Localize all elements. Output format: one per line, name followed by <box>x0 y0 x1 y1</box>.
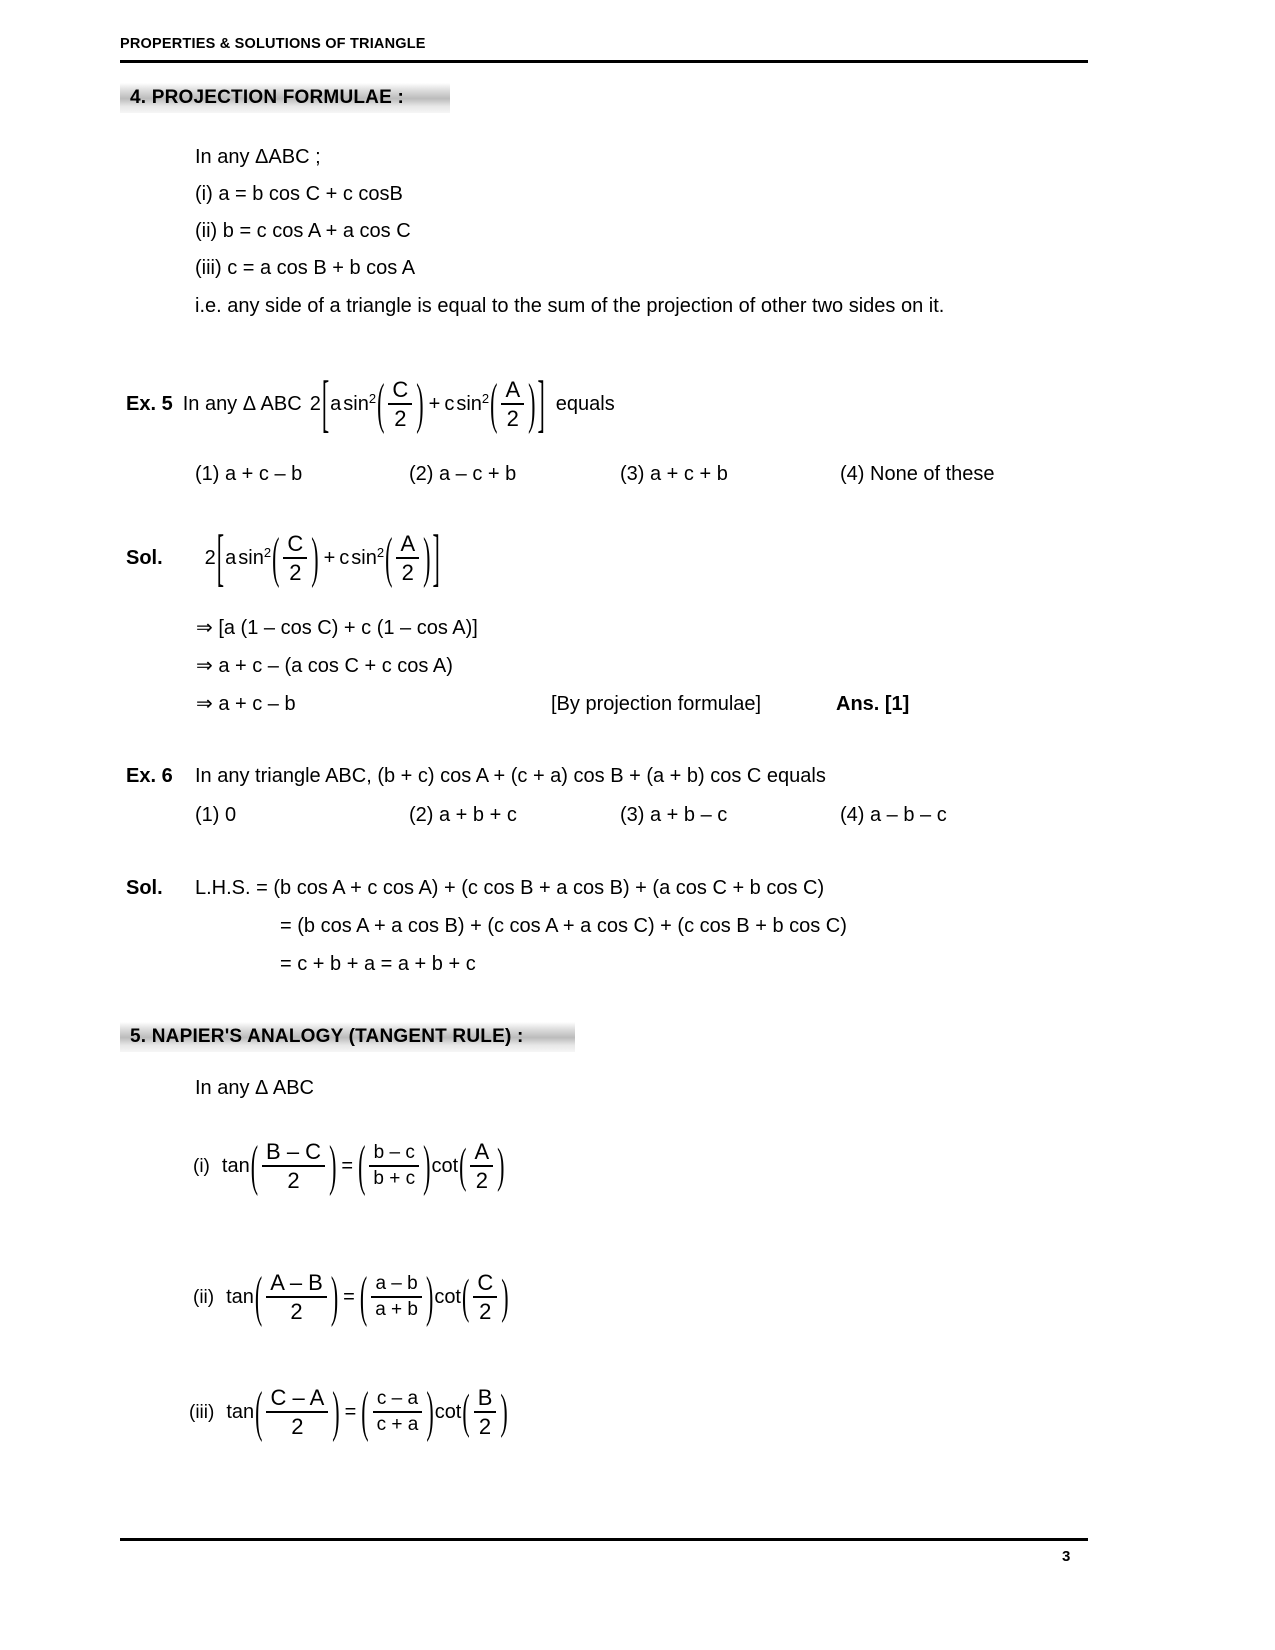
fraction-numerator: A <box>400 531 416 556</box>
fraction-denominator: 2 <box>290 1299 303 1325</box>
fraction-denominator: c + a <box>376 1414 419 1436</box>
example-5-term1-var: a <box>330 393 342 416</box>
paren-close-icon: ) <box>332 1378 340 1443</box>
example-5-suffix: equals <box>555 393 615 416</box>
section-heading-projection-formulae <box>120 83 450 113</box>
paren-close-icon: ) <box>501 1268 509 1324</box>
fraction-numerator: c – a <box>376 1388 419 1410</box>
fraction-numerator: a – b <box>375 1273 418 1295</box>
fraction-bar <box>388 403 412 405</box>
paren-close-icon: ) <box>426 1378 434 1443</box>
example-5-plus: + <box>428 393 441 416</box>
fraction-denominator: 2 <box>289 560 302 586</box>
napier-fn-left: tan <box>226 1401 255 1424</box>
projection-formula-ii: (ii) b = c cos A + a cos C <box>195 220 411 242</box>
napier-ratio-fraction <box>373 1389 423 1435</box>
solution-term1-fn: sin <box>238 547 264 570</box>
fraction-denominator: 2 <box>478 1414 492 1440</box>
napier-ratio-fraction <box>369 1143 419 1189</box>
solution-coefficient: 2 <box>204 547 216 570</box>
napier-fn-right: cot <box>434 1401 462 1424</box>
example-5-step-2: ⇒ a + c – (a cos C + c cos A) <box>196 655 453 677</box>
fraction-denominator: 2 <box>401 560 414 586</box>
example-5-coefficient: 2 <box>309 393 321 416</box>
paren-close-icon: ) <box>416 370 424 435</box>
napier-left-fraction <box>266 1386 328 1438</box>
fraction-numerator: C <box>477 1270 494 1295</box>
napier-fn-right: cot <box>434 1286 461 1309</box>
section-heading-label: 4. PROJECTION FORMULAE : <box>130 87 404 108</box>
example-5-term1-fraction <box>388 378 412 430</box>
fraction-denominator: b + c <box>373 1168 416 1190</box>
fraction-bar <box>266 1411 328 1413</box>
fraction-numerator: A <box>474 1139 490 1164</box>
solution-term2-power: 2 <box>376 544 385 560</box>
example-5-step-3: ⇒ a + c – b <box>196 693 296 715</box>
paren-open-icon: ( <box>377 370 385 435</box>
napier-right-fraction <box>474 1386 497 1438</box>
paren-close-icon: ) <box>311 524 319 589</box>
paren-close-icon: ) <box>423 524 431 589</box>
solution-term1-fraction <box>283 532 307 584</box>
section-heading-napiers-analogy <box>120 1022 575 1052</box>
paren-open-icon: ( <box>490 370 498 435</box>
solution-term2-fraction <box>396 532 419 584</box>
example-5-solution-expression <box>126 520 441 593</box>
running-head: PROPERTIES & SOLUTIONS OF TRIANGLE <box>120 36 426 52</box>
projection-note: i.e. any side of a triangle is equal to the sum of the projection of other two sides on it. <box>195 295 945 317</box>
fraction-bar <box>474 1411 497 1413</box>
example-5-option-2[interactable]: (2) a – c + b <box>409 463 517 485</box>
example-5-reason: [By projection formulae] <box>551 693 762 715</box>
paren-open-icon: ( <box>250 1132 259 1197</box>
fraction-bar <box>262 1165 325 1167</box>
fraction-numerator: C <box>392 377 409 402</box>
fraction-bar <box>371 1296 422 1298</box>
fraction-denominator: 2 <box>479 1299 492 1325</box>
example-5-term1-power: 2 <box>368 390 377 406</box>
example-5-option-1[interactable]: (1) a + c – b <box>195 463 303 485</box>
paren-open-icon: ( <box>358 1132 366 1197</box>
napier-formula-ii <box>193 1263 510 1328</box>
section-heading-label: 5. NAPIER'S ANALOGY (TANGENT RULE) : <box>130 1026 524 1047</box>
fraction-bar <box>283 557 307 559</box>
fraction-denominator: 2 <box>394 406 407 432</box>
header-divider <box>120 60 1088 63</box>
fraction-denominator: 2 <box>291 1414 304 1440</box>
paren-close-icon: ) <box>500 1383 508 1439</box>
napier-left-fraction <box>262 1140 325 1192</box>
napier-formula-i-label: (i) <box>193 1155 210 1177</box>
paren-open-icon: ( <box>361 1378 369 1443</box>
napier-fn-right: cot <box>431 1155 459 1178</box>
fraction-numerator: b – c <box>373 1142 415 1164</box>
example-6-option-2[interactable]: (2) a + b + c <box>409 804 517 826</box>
example-5-option-4[interactable]: (4) None of these <box>840 463 995 485</box>
fraction-numerator: C <box>287 531 304 556</box>
paren-open-icon: ( <box>462 1268 470 1324</box>
fraction-denominator: 2 <box>506 406 519 432</box>
fraction-numerator: A – B <box>270 1270 323 1295</box>
paren-open-icon: ( <box>359 1263 368 1328</box>
napier-formula-iii-label: (iii) <box>189 1401 215 1423</box>
example-5-term2-var: c <box>444 393 455 416</box>
fraction-numerator: A <box>505 377 521 402</box>
example-5-label: Ex. 5 <box>126 393 173 416</box>
fraction-denominator: a + b <box>375 1299 418 1321</box>
paren-close-icon: ) <box>528 370 536 435</box>
paren-open-icon: ( <box>272 524 280 589</box>
napier-intro: In any Δ ABC <box>195 1077 314 1099</box>
example-6-label: Ex. 6 <box>126 765 173 787</box>
example-5-term2-fn: sin <box>456 393 482 416</box>
napier-equals: = <box>341 1155 354 1178</box>
fraction-bar <box>396 557 419 559</box>
example-5-term2-power: 2 <box>481 390 490 406</box>
fraction-numerator: B <box>477 1385 493 1410</box>
example-5-answer: Ans. [1] <box>836 693 910 715</box>
napier-formula-iii <box>189 1378 509 1443</box>
bracket-open-icon: [ <box>321 366 330 439</box>
projection-intro: In any ΔABC ; <box>195 146 321 168</box>
example-6-step-2: = (b cos A + a cos B) + (c cos A + a cos C) + (c cos B + b cos C) <box>280 915 847 937</box>
paren-open-icon: ( <box>462 1383 470 1439</box>
napier-right-fraction <box>470 1140 493 1192</box>
solution-term2-fn: sin <box>351 547 377 570</box>
fraction-bar <box>369 1165 419 1167</box>
paren-open-icon: ( <box>459 1137 467 1193</box>
example-6-option-3[interactable]: (3) a + b – c <box>620 804 728 826</box>
example-5-prefix: In any Δ ABC <box>182 393 302 416</box>
paren-close-icon: ) <box>329 1132 337 1197</box>
fraction-numerator: B – C <box>266 1139 322 1164</box>
napier-equals: = <box>344 1401 357 1424</box>
napier-formula-ii-label: (ii) <box>193 1286 215 1308</box>
paren-open-icon: ( <box>255 1378 263 1443</box>
example-6-step-3: = c + b + a = a + b + c <box>280 953 476 975</box>
solution-term1-power: 2 <box>263 544 272 560</box>
napier-equals: = <box>343 1286 355 1309</box>
projection-formula-iii: (iii) c = a cos B + b cos A <box>195 257 416 279</box>
napier-fn-left: tan <box>221 1155 250 1178</box>
example-5-solution-label: Sol. <box>126 547 163 570</box>
example-5-step-1: ⇒ [a (1 – cos C) + c (1 – cos A)] <box>196 617 478 639</box>
paren-close-icon: ) <box>330 1263 339 1328</box>
napier-fn-left: tan <box>226 1286 254 1309</box>
paren-close-icon: ) <box>425 1263 434 1328</box>
projection-formula-i: (i) a = b cos C + c cosB <box>195 183 403 205</box>
example-5-question <box>126 366 615 439</box>
page-number: 3 <box>1062 1548 1071 1565</box>
napier-formula-i <box>193 1132 506 1197</box>
napier-left-fraction <box>266 1271 327 1323</box>
example-5-term1-fn: sin <box>343 393 369 416</box>
fraction-numerator: C – A <box>270 1385 325 1410</box>
bracket-close-icon: ] <box>537 366 545 439</box>
example-6-solution-label: Sol. <box>126 877 163 899</box>
solution-plus: + <box>323 547 336 570</box>
solution-term1-var: a <box>225 547 237 570</box>
example-6-option-1[interactable]: (1) 0 <box>195 804 237 826</box>
napier-ratio-fraction <box>371 1274 422 1320</box>
fraction-bar <box>373 1411 423 1413</box>
fraction-denominator: 2 <box>287 1168 300 1194</box>
napier-right-fraction <box>473 1271 497 1323</box>
example-5-term2-fraction <box>501 378 524 430</box>
paren-close-icon: ) <box>423 1132 431 1197</box>
example-6-question: In any triangle ABC, (b + c) cos A + (c + a) cos B + (a + b) cos C equals <box>195 765 826 787</box>
fraction-bar <box>470 1165 493 1167</box>
fraction-bar <box>501 403 524 405</box>
fraction-denominator: 2 <box>475 1168 488 1194</box>
paren-close-icon: ) <box>497 1137 505 1193</box>
bracket-close-icon: ] <box>432 520 440 593</box>
paren-open-icon: ( <box>385 524 393 589</box>
footer-divider <box>120 1538 1088 1541</box>
example-6-step-1: L.H.S. = (b cos A + c cos A) + (c cos B + a cos B) + (a cos C + b cos C) <box>195 877 825 899</box>
example-6-option-4[interactable]: (4) a – b – c <box>840 804 947 826</box>
fraction-bar <box>473 1296 497 1298</box>
solution-term2-var: c <box>339 547 350 570</box>
fraction-bar <box>266 1296 327 1298</box>
bracket-open-icon: [ <box>216 520 225 593</box>
example-5-option-3[interactable]: (3) a + c + b <box>620 463 728 485</box>
paren-open-icon: ( <box>254 1263 263 1328</box>
